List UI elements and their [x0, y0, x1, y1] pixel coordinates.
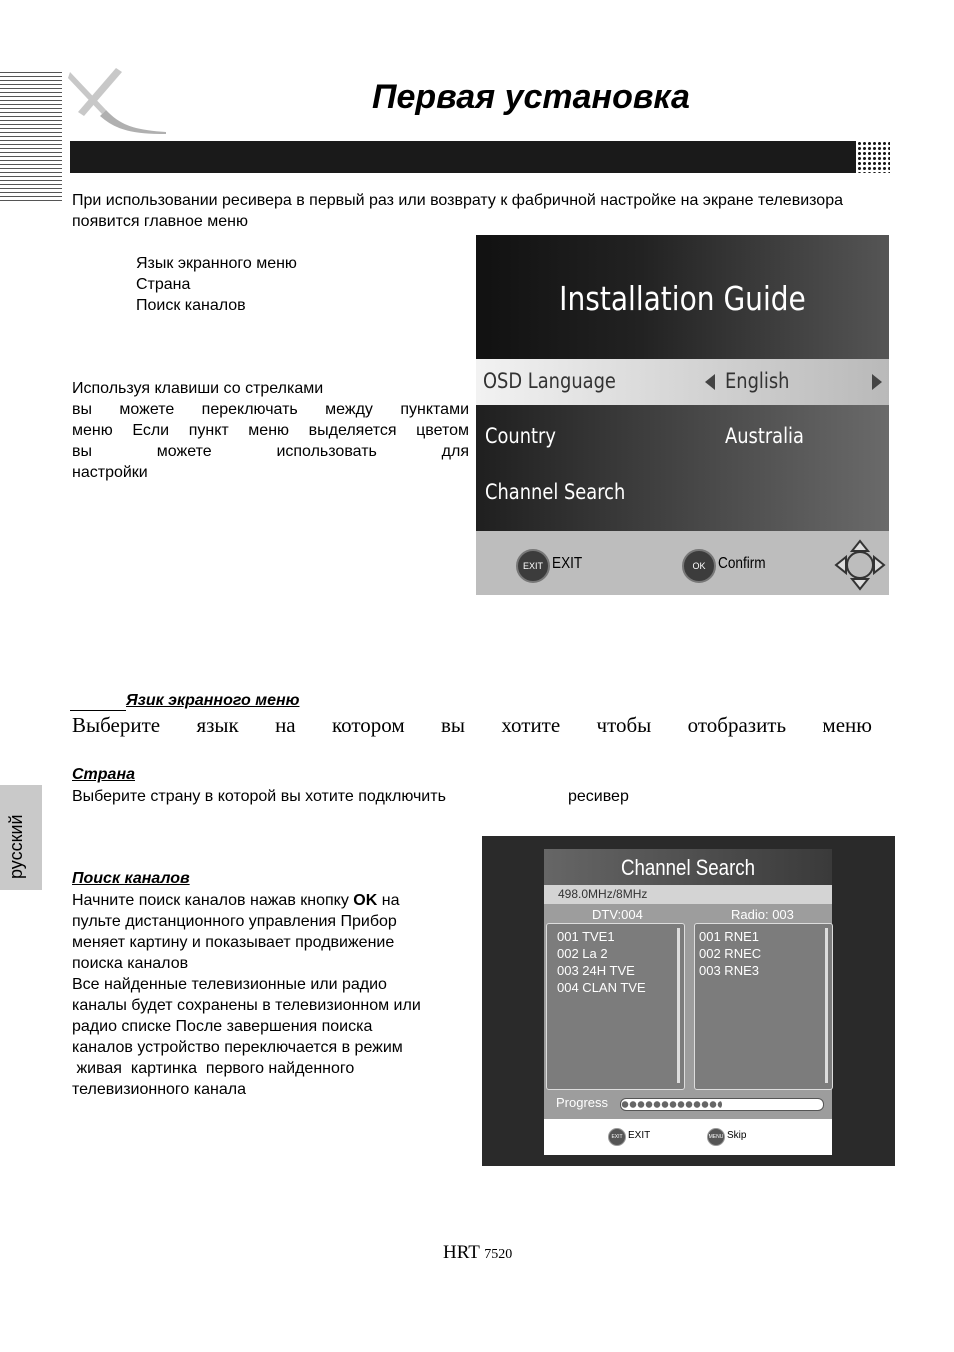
- ig-row-label: Channel Search: [485, 480, 626, 504]
- skip-label: Skip: [727, 1130, 747, 1141]
- intro-text: При использовании ресивера в первый раз или возврату к фабричной настройке на экране телевизора появится главное меню: [72, 192, 843, 230]
- word: отобразить: [687, 713, 787, 737]
- word: вы: [440, 713, 465, 737]
- radio-channel-item: 002 RNEC: [699, 946, 762, 961]
- cs-tv-list: [546, 923, 685, 1090]
- word: хотите: [501, 713, 561, 737]
- confirm-label: Confirm: [718, 555, 766, 572]
- osd-language-heading: Язик экранного меню: [126, 692, 300, 709]
- word: язык: [196, 713, 239, 737]
- exit-button-icon: EXIT: [516, 549, 550, 583]
- word: чтобы: [596, 713, 652, 737]
- page-footer: [443, 1242, 512, 1264]
- arrow-left-icon: [705, 374, 715, 390]
- country-heading: Страна: [72, 766, 136, 783]
- word: на: [275, 713, 296, 737]
- tv-channel-item: 004 CLAN TVE: [557, 980, 646, 995]
- text-part: на: [377, 892, 400, 909]
- search-text-line: Все найденные телевизионные или радио: [72, 976, 387, 993]
- side-tab-label: русский: [6, 814, 26, 879]
- cs-dtv-label: DTV:004: [592, 907, 643, 922]
- search-text-line: телевизионного канала: [72, 1081, 246, 1098]
- menu-button-icon: MENU: [707, 1128, 725, 1146]
- search-text-line: каналов устройство переключается в режим: [72, 1039, 403, 1056]
- exit-button-icon: EXIT: [608, 1128, 626, 1146]
- cs-title: Channel Search: [620, 855, 756, 880]
- footer-model: HRT: [443, 1242, 480, 1263]
- country-text-end: ресивер: [568, 788, 629, 805]
- header-bar: [70, 141, 856, 173]
- cs-radio-label: Radio: 003: [731, 907, 794, 922]
- cs-frequency: 498.0MHz/8MHz: [558, 887, 648, 901]
- tv-channel-item: 003 24H TVE: [557, 963, 635, 978]
- cs-radio-list: [694, 923, 833, 1090]
- search-text-line: меняет картину и показывает продвижение: [72, 934, 395, 951]
- navigation-arrows-icon: [834, 539, 886, 591]
- arrow-keys-line: настройки: [72, 464, 148, 481]
- word: меню: [822, 713, 872, 737]
- cs-progress-bar: [620, 1098, 824, 1111]
- heading-underline: [70, 710, 126, 711]
- search-text-line: [72, 890, 477, 911]
- ok-key-text: OK: [353, 892, 378, 909]
- arrow-keys-line: вы можете переключать между пунктами: [72, 401, 469, 418]
- menu-list-item: Страна: [136, 276, 191, 293]
- cs-scrollbar: [677, 928, 680, 1083]
- search-text-line: поиска каналов: [72, 955, 189, 972]
- tv-channel-item: 002 La 2: [557, 946, 608, 961]
- search-text-line: радио списке После завершения поиска: [72, 1018, 373, 1035]
- cs-progress-fill: [621, 1099, 722, 1110]
- cs-frequency-bar: [544, 885, 832, 904]
- ok-button-icon: OK: [682, 549, 716, 583]
- language-side-tab: [0, 785, 42, 890]
- menu-list: [136, 253, 297, 316]
- word: Выберите: [72, 713, 161, 737]
- country-text: Выберите страну в которой вы хотите подключить: [72, 788, 446, 805]
- menu-list-item: Язык экранного меню: [136, 255, 297, 272]
- cs-progress-label: Progress: [556, 1095, 609, 1110]
- exit-label: EXIT: [552, 555, 583, 572]
- cs-panel: [544, 849, 832, 1155]
- search-text-line: пульте дистанционного управления Прибор: [72, 913, 397, 930]
- radio-channel-item: 001 RNE1: [699, 929, 759, 944]
- footer-model-number: 7520: [484, 1247, 513, 1262]
- brand-x-logo: [66, 66, 171, 138]
- text-part: Начните поиск каналов нажав кнопку: [72, 892, 354, 909]
- page-title: Первая установка: [372, 78, 690, 116]
- header-bar-dots: [852, 141, 890, 173]
- menu-list-item: Поиск каналов: [136, 297, 246, 314]
- ig-title: Installation Guide: [559, 279, 806, 318]
- word: котором: [331, 713, 405, 737]
- ig-row-value: English: [725, 369, 790, 393]
- ig-row-label: OSD Language: [483, 369, 616, 393]
- search-text-line: живая картинка первого найденного: [72, 1060, 355, 1077]
- arrow-keys-line: вы можете использовать для: [72, 443, 469, 460]
- arrow-keys-line: меню Если пункт меню выделяется цветом: [72, 422, 469, 439]
- ig-row-value: Australia: [725, 424, 804, 448]
- tv-channel-item: 001 TVE1: [557, 929, 615, 944]
- cs-scrollbar: [825, 928, 828, 1083]
- arrow-keys-line: Используя клавиши со стрелками: [72, 380, 324, 397]
- cs-footer: [544, 1119, 832, 1155]
- osd-language-description: [72, 713, 872, 738]
- search-text-line: каналы будет сохранены в телевизионном или: [72, 997, 421, 1014]
- channel-search-heading: Поиск каналов: [72, 870, 190, 887]
- arrow-right-icon: [872, 374, 882, 390]
- installation-guide-screenshot: [476, 235, 889, 595]
- channel-search-screenshot: [482, 836, 895, 1166]
- channel-search-text: [72, 890, 477, 1100]
- exit-label: EXIT: [628, 1130, 651, 1141]
- ig-row-label: Country: [485, 424, 556, 448]
- decorative-stripes: [0, 72, 62, 202]
- radio-channel-item: 003 RNE3: [699, 963, 759, 978]
- arrow-keys-text: [72, 378, 469, 483]
